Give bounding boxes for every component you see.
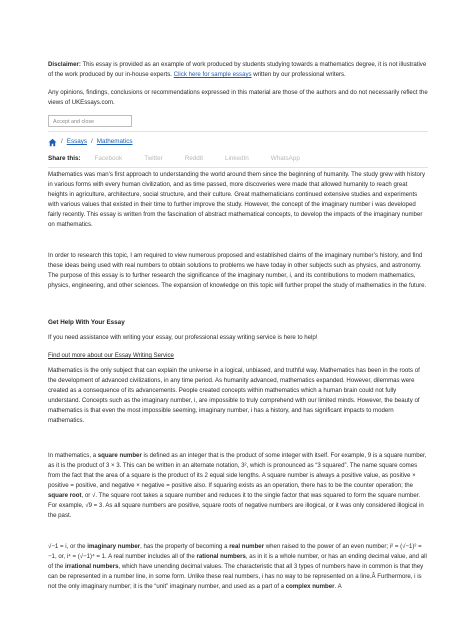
breadcrumb-essays[interactable]: Essays [66,138,88,145]
term-irrational-numbers: irrational numbers [64,563,119,570]
share-facebook[interactable]: Facebook [94,155,123,162]
divider [48,167,428,168]
term-rational-numbers: rational numbers [196,553,246,560]
disclaimer-text: This essay is provided as an example of work produced by students studying towards a mathematics degree, it is not illustrative of the work produced by our in-house experts. [48,61,427,78]
share-bar [48,154,300,164]
term-square-number: square number [97,452,142,459]
breadcrumb-separator: / [91,138,93,145]
breadcrumb [48,137,133,147]
text: In mathematics, a [48,452,98,459]
text: when raised to the power of an even number; i² = (√−1)² = −1, or, i⁴ = (√−1)⁴ = 1. A real number includes all of the [48,543,422,560]
share-whatsapp[interactable]: WhatsApp [270,155,300,162]
home-icon[interactable] [48,138,57,147]
term-imaginary-number: imaginary number [87,543,141,550]
breadcrumb-mathematics[interactable]: Mathematics [96,138,133,145]
share-twitter[interactable]: Twitter [144,155,163,162]
paragraph-research: In order to research this topic, I am required to view numerous proposed and established claims of the imaginary number’s history, and find these ideas being used with real numbers to obtain solutions to problems we have today in other subjects such as physics, and astronomy. The purpose of this essay is to further research the significance of the imaginary number, i, and its contributions to modern mathematics, physics, engineering, and other sciences. The expansion of knowledge on this topic will further propel the study of mathematics in the future. [48,252,427,289]
paragraph-square-number [48,451,428,521]
term-complex-number: complex number [285,583,335,590]
text: √−1 = i, or the [48,543,88,550]
paragraph-intro: Mathematics was man’s first approach to understanding the world around them since the beginning of humanity. The study grew with history in various forms with every human civilization, and as time passed, more discoveries were made that allowed humanity to reach great heights in agriculture, architecture, social structure, and their culture. Great mathematicians continued extensive studies and experiments with various values that existed in their time to further improve the study. However, the concept of the imaginary number i was developed fairly recently. This essay is written from the fascination of abstract mathematical concepts, to develop the impacts of the imaginary number on mathematics. [48,171,425,228]
disclaimer [48,60,428,80]
divider [48,131,428,132]
share-linkedin[interactable]: LinkedIn [224,155,249,162]
sample-essays-link[interactable]: Click here for sample essays [173,71,252,78]
share-label: Share this: [48,155,81,162]
disclaimer-label: Disclaimer: [48,61,81,68]
text: , as in it is a whole number, or has an ending decimal value, and all of the [48,553,427,570]
help-text: If you need assistance with writing your essay, our professional essay writing service is here to help! [48,334,318,341]
paragraph-imaginary-number [48,542,428,592]
breadcrumb-separator: / [61,138,63,145]
text: is defined as an integer that is the product of some integer with itself. For example, 9 is a square number, as it is the product of 3 × 3. This can be written in an alternate notation, 3², which is pronounced as “3 squared”. The name square comes from the fact that the area of a square is the product of its 2 equal side lengths. A square number is always a positive value, as positive × positive = positive, and negative × negative = positive also. If squaring exists as an operation, there has to be the counter operation; the [48,452,427,489]
share-reddit[interactable]: Reddit [184,155,203,162]
term-square-root: square root [48,492,82,499]
opinions-disclaimer: Any opinions, findings, conclusions or recommendations expressed in this material are those of the authors and do not necessarily reflect the views of UKEssays.com. [48,89,428,106]
paragraph-mathematics: Mathematics is the only subject that can explain the universe in a logical, unbiased, and truthful way. Mathematics has been in the roots of the development of advanced civilizations, in any time period. As humanity advanced, mathematics expanded. However, dilemmas were created as a consequence of its advancements. People created concepts within mathematics which a human brain could not fully understand. Concepts such as the imaginary number, i, are impossible to truly comprehend with our limited minds. However, the beauty of mathematics is that even the most impossible seeming, imaginary number, i has a history, and has significant impacts to modern mathematics. [48,367,420,424]
essay-writing-service-link[interactable]: Find out more about our Essay Writing Service [48,352,174,359]
text: , which have unending decimal values. The characteristic that all 3 types of numbers have in common is that they can be represented in a number line, in some form. Unlike these real numbers, i has no way to be represented on a line.Â Furthermore, i is not the only imaginary number; it is the “unit” imaginary number, and used as a part of a [48,563,424,590]
accept-close-button[interactable]: Accept and close [48,115,132,127]
text: , has the property of becoming a [140,543,230,550]
text: . A [334,583,342,590]
term-real-number: real number [229,543,265,550]
text: , or √. The square root takes a square number and reduces it to the single factor that was squared to form the square number. For example, √9 = 3. As all square numbers are positive, square roots of negative numbers are illogical, or it was only considered illogical in the past. [48,492,424,519]
disclaimer-text-end: written by our professional writers. [251,71,346,78]
help-heading: Get Help With Your Essay [48,319,125,326]
